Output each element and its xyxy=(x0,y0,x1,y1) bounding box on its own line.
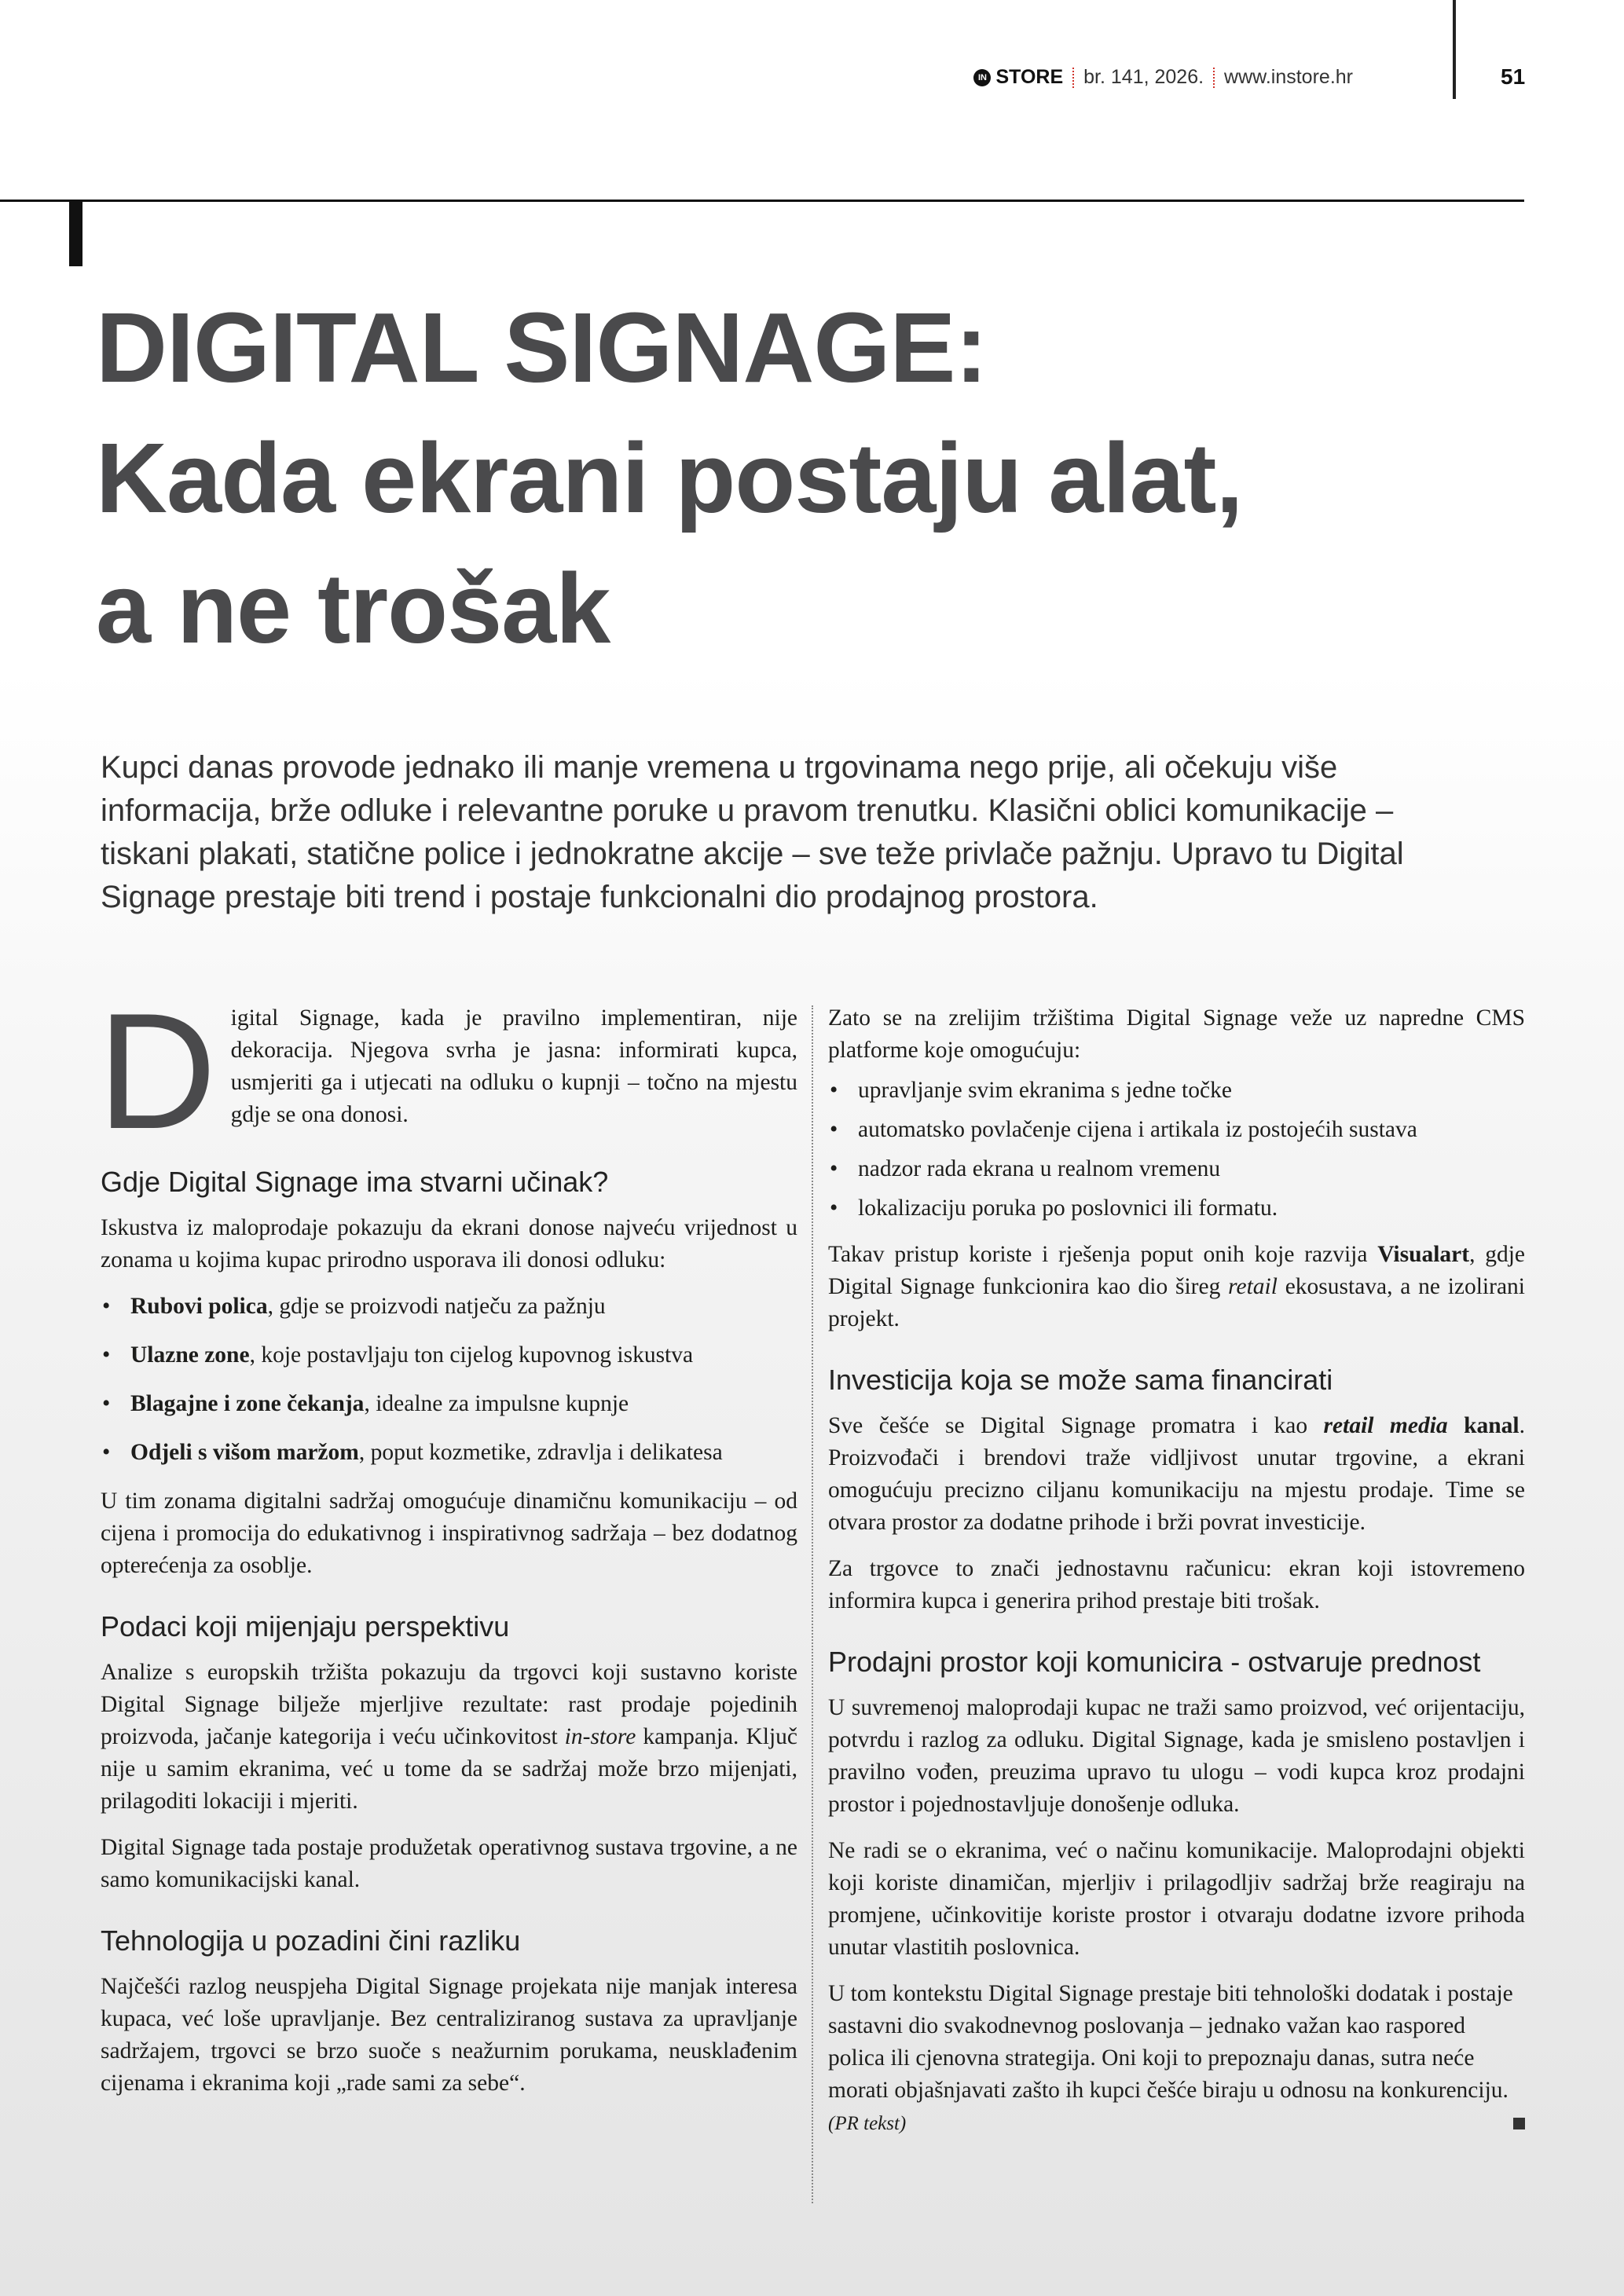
separator xyxy=(1213,68,1215,88)
bullet-list xyxy=(101,1291,797,1469)
header-divider xyxy=(1453,0,1456,99)
section-marker xyxy=(69,201,82,266)
body-paragraph: Iskustva iz maloprodaje pokazuju da ekrani donose najveću vrijednost u zonama u kojima kupac prirodno usporava ili donosi odluku: xyxy=(101,1215,797,1273)
page-number: 51 xyxy=(1501,64,1526,89)
body-paragraph: Za trgovce to znači jednostavnu računicu: ekran koji istovremeno informira kupca i generira prihod prestaje biti trošak. xyxy=(828,1556,1525,1613)
list-item: • lokalizaciju poruka po poslovnici ili formatu. xyxy=(828,1192,1525,1225)
section-heading: Podaci koji mijenjaju perspektivu xyxy=(101,1610,510,1642)
body-paragraph: Sve češće se Digital Signage promatra i kao retail media kanal. Proizvođači i brendovi traže vidljivost unutar trgovine, a ekrani omogućuju precizno ciljanu komunikaciju na mjestu prodaje. Time se otvara prostor za dodatne prihode i brži povrat investicije. xyxy=(828,1413,1525,1535)
issue-number: br. 141, 2026. xyxy=(1083,66,1204,88)
pr-credit: (PR tekst) xyxy=(828,2113,907,2134)
body-paragraph: Ne radi se o ekranima, već o načinu komunikacije. Maloprodajni objekti koji koriste dinamičan, mjerljiv i prilagodljiv sadržaj brže reagiraju na promjene, učinkovitije koriste prostor i otvaraju dodatne izvore prihoda unutar vlastitih poslovnica. xyxy=(828,1838,1525,1960)
running-header xyxy=(973,66,1353,89)
article-title xyxy=(96,283,1557,674)
list-item: • upravljanje svim ekranima s jedne točke xyxy=(828,1075,1525,1107)
horizontal-rule xyxy=(0,200,1524,202)
section-heading: Tehnologija u pozadini čini razliku xyxy=(101,1924,521,1957)
list-item: • Rubovi polica, gdje se proizvodi natječu za pažnju xyxy=(101,1291,797,1323)
title-line: DIGITAL SIGNAGE: xyxy=(96,292,988,403)
list-item: • Blagajne i zone čekanja, idealne za impulsne kupnje xyxy=(101,1388,797,1420)
body-paragraph: Analize s europskih tržišta pokazuju da trgovci koji sustavno koriste Digital Signage bilježe mjerljive rezultate: rast prodaje pojedinih proizvoda, jačanje kategorija i veću učinkovitost in-store kampanja. Ključ nije u samim ekranima, već u tome da se sadržaj može brzo mijenjati, prilagoditi lokaciji i mjeriti. xyxy=(101,1660,797,1814)
body-paragraph: U suvremenoj maloprodaji kupac ne traži samo proizvod, već orijentaciju, potvrdu i razlog za odluku. Digital Signage, kada je smisleno postavljen i pravilno vođen, preuzima upravo tu ulogu – vodi kupca kroz prodajni prostor i pojednostavljuje donošenje odluka. xyxy=(828,1695,1525,1817)
list-item: • automatsko povlačenje cijena i artikala iz postojećih sustava xyxy=(828,1114,1525,1146)
in-logo-icon: IN xyxy=(973,69,991,86)
end-mark-icon xyxy=(1513,2118,1525,2129)
list-item: • Odjeli s višom maržom, poput kozmetike, zdravlja i delikatesa xyxy=(101,1437,797,1469)
brand-name: STORE xyxy=(995,66,1064,88)
list-item: • nadzor rada ekrana u realnom vremenu xyxy=(828,1153,1525,1185)
section-heading: Prodajni prostor koji komunicira - ostvaruje prednost xyxy=(828,1646,1481,1678)
body-paragraph xyxy=(97,979,797,1163)
section-heading: Investicija koja se može sama financirati xyxy=(828,1364,1333,1396)
separator xyxy=(1072,68,1074,88)
section-heading: Gdje Digital Signage ima stvarni učinak? xyxy=(101,1166,609,1198)
body-paragraph: Takav pristup koriste i rješenja poput onih koje razvija Visualart, gdje Digital Signage funkcionira kao dio šireg retail ekosustava, a ne izolirani projekt. xyxy=(828,1242,1526,1331)
drop-cap: D xyxy=(97,979,217,1163)
article-lead: Kupci danas provode jednako ili manje vremena u trgovinama nego prije, ali očekuju više informacija, brže odluke i relevantne poruke u pravom trenutku. Klasični oblici komunikacije – tiskani plakati, statične police i jednokratne akcije – sve teže privlače pažnju. Upravo tu Digital Signage prestaje biti trend i postaje funkcionalni dio prodajnog prostora. xyxy=(101,750,1404,914)
list-item: • Ulazne zone, koje postavljaju ton cijelog kupovnog iskustva xyxy=(101,1339,797,1371)
body-paragraph: U tim zonama digitalni sadržaj omogućuje dinamičnu komunikaciju – od cijena i promocija do edukativnog i inspirativnog sadržaja – bez dodatnog opterećenja za osoblje. xyxy=(101,1489,797,1578)
body-paragraph: U tom kontekstu Digital Signage prestaje biti tehnološki dodatak i postaje sastavni dio svakodnevnog poslovanja – jednako važan kao raspored polica ili cjenovna strategija. Oni koji to prepoznaju danas, sutra neće morati objašnjavati zašto ih kupci češće biraju u odnosu na konkurenciju. (PR tekst) xyxy=(828,1978,1525,2140)
right-column xyxy=(828,1002,1525,2154)
title-line: a ne trošak xyxy=(96,553,610,664)
left-column xyxy=(97,979,797,2114)
body-paragraph: Zato se na zrelijim tržištima Digital Signage veže uz napredne CMS platforme koje omogućuju: xyxy=(828,1005,1525,1063)
title-line: Kada ekrani postaju alat, xyxy=(96,423,1243,533)
bullet-list xyxy=(828,1075,1525,1225)
body-paragraph: Najčešći razlog neuspjeha Digital Signage projekata nije manjak interesa kupaca, već loše upravljanje. Bez centraliziranog sustava za upravljanje sadržajem, trgovci se brzo suoče s neažurnim porukama, neusklađenim cijenama i ekranima koji „rade sami za sebe“. xyxy=(101,1974,797,2096)
column-divider xyxy=(812,1005,813,2203)
paragraph-text: igital Signage, kada je pravilno implementiran, nije dekoracija. Njegova svrha je jasna: informirati kupca, usmjeriti ga i utjecati na odluku o kupnji – točno na mjestu gdje se ona donosi. xyxy=(230,1005,797,1127)
instore-logo xyxy=(973,66,1063,89)
body-paragraph: Digital Signage tada postaje produžetak operativnog sustava trgovine, a ne samo komunikacijski kanal. xyxy=(101,1835,797,1892)
website-link[interactable]: www.instore.hr xyxy=(1224,66,1353,88)
